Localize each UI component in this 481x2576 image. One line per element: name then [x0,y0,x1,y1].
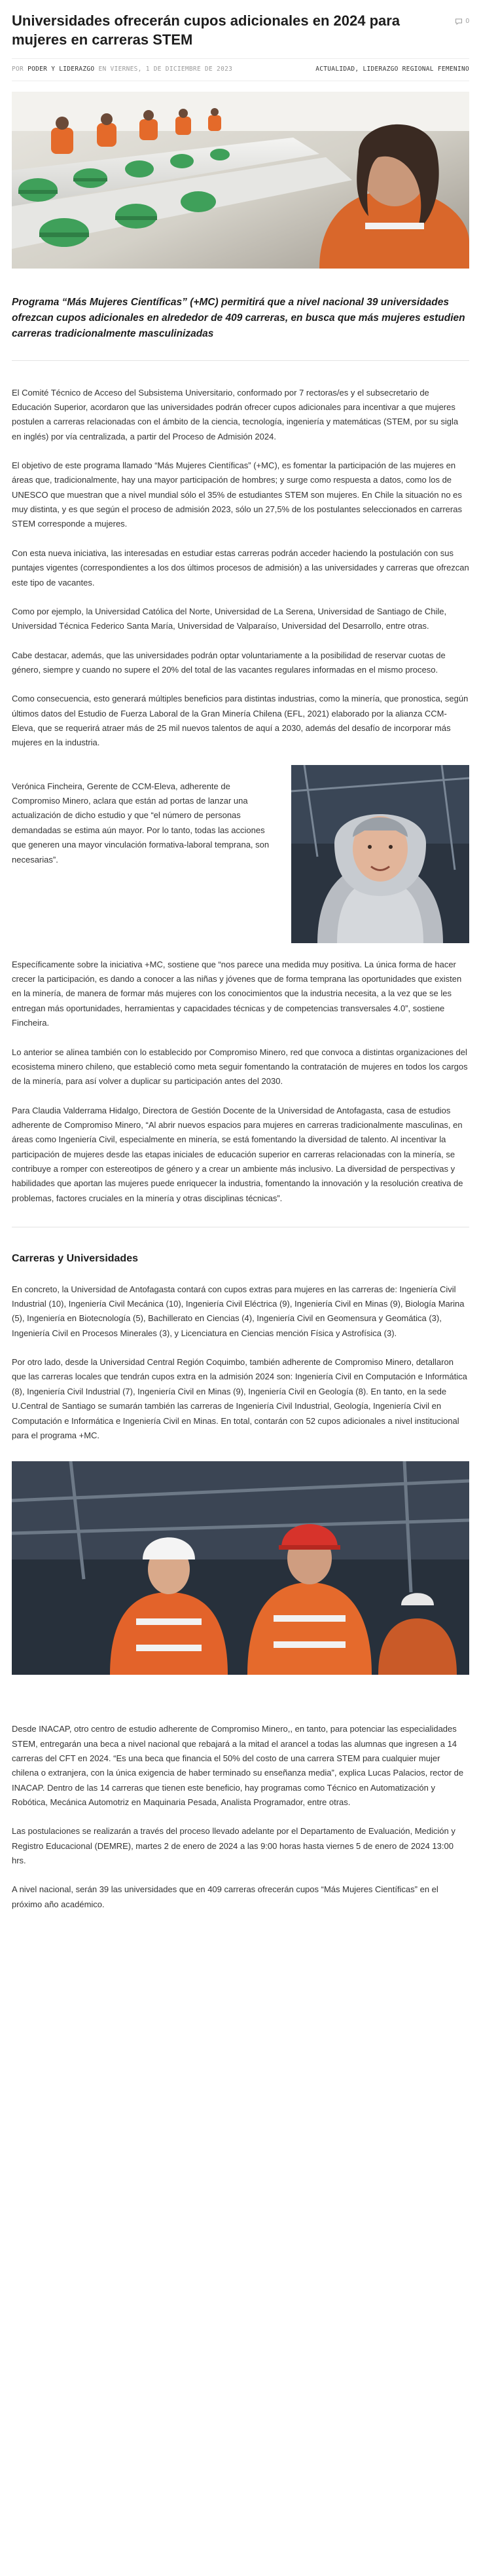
comment-icon [455,18,463,26]
section-paragraph-1: En concreto, la Universidad de Antofagasta contará con cupos extras para mujeres en las carreras de: Ingeniería Civil Industrial (10), Ingeniería Civil Mecánica (10), Ingeniería Civil Eléctrica (9), Ingeniería Civil en Minas (9), Biología Marina (5), Ingeniería en Biotecnología (5), Bachillerato en Ciencias (4), Ingeniería Civil en Geomensura y Geomática (3), Ingeniería Civil en Procesos Minerales (3), y Licenciatura en Ciencias mención Física y Astrofísica (3). [12,1284,465,1338]
article-title: Universidades ofrecerán cupos adicionales en 2024 para mujeres en carreras STEM [12,12,401,48]
paragraph-2: El objetivo de este programa llamado “Más Mujeres Científicas” (+MC), es fomentar la participación de las mujeres en áreas que, tradicionalmente, hay una mayor participación de hombres; y surge como respuesta a datos, como los de UNESCO que muestran que a nivel mundial sólo el 35% de estudiantes STEM son mujeres. En Chile la situación no es muy distinta, y es que según el proceso de admisión 2023, sólo un 27,5% de los postulantes seleccionados en carreras STEM corresponde a mujeres. [12,460,462,529]
paragraph-5: Cabe destacar, además, que las universidades podrán optar voluntariamente a la posibilidad de reservar cuotas de género, siempre y cuando no supere el 20% del total de las vacantes regulares informadas en el mismo proceso. [12,650,446,675]
byline [12,64,232,75]
lead-divider [12,360,469,361]
article-body [12,386,469,1913]
section-paragraph-5: A nivel nacional, serán 39 las universidades que en 409 carreras ofrecerán cupos “Más Mujeres Científicas” en el próximo año académico. [12,1884,438,1909]
article-header [12,12,469,49]
section-paragraph-4: Las postulaciones se realizarán a través del proceso llevado adelante por el Departamento de Evaluación, Medición y Registro Educacional (DEMRE), martes 2 de enero de 2024 a las 9:00 horas hasta viernes 5 de enero de 2024 13:00 hrs. [12,1826,455,1866]
comment-count: 0 [465,18,469,25]
section-paragraph-3: Desde INACAP, otro centro de estudio adherente de Compromiso Minero,, en tanto, para potenciar las especialidades STEM, entregarán una beca a nivel nacional que rebajará a la mitad el arancel a todas las alumnas que ingresen a 14 carreras del CFT en 2024. “Es una beca que financia el 50% del costo de una carrera STEM para cualquier mujer chilena o extranjera, con la única exigencia de haber terminado su enseñanza media”, explica Lucas Palacios, rector de INACAP. Dentro de las 14 carreras que tienen este beneficio, hay programas como Técnico en Automatización y Robótica, Mecánica Automotriz en Maquinaria Pesada, Analista Programador, entre otras. [12,1724,464,1808]
section-paragraph-2: Por otro lado, desde la Universidad Central Región Coquimbo, también adherente de Compromiso Minero, detallaron que las carreras locales que tendrán cupos extra en la admisión 2024 son: Ingeniería Civil en Computación e Informática (8), Ingeniería Civil Industrial (7), Ingeniería Civil en Minas (9), Ingeniería Civil en Geología (8). En tanto, en la sede U.Central de Santiago se sumarán también las carreras de Ingeniería Civil Industrial, Geología, Ingeniería Civil en Computación e Informática e Ingeniería Civil en Minas. En total, contarán con 52 cupos adicionales a nivel institucional para el programa +MC. [12,1357,467,1440]
category-links[interactable]: ACTUALIDAD, LIDERAZGO REGIONAL FEMENINO [315,65,469,73]
figure-block [12,765,469,943]
paragraph-4: Como por ejemplo, la Universidad Católica del Norte, Universidad de La Serena, Universidad de Santiago de Chile, Universidad Técnica Federico Santa María, Universidad de Valparaíso, Universidad del Desarrollo, entre otras. [12,606,447,631]
paragraph-8: Lo anterior se alinea también con lo establecido por Compromiso Minero, red que convoca a distintas organizaciones del ecosistema minero chileno, que estableció como meta seguir fomentando la contratación de mujeres en todos los cargos de la minería, para así volver a duplicar su participación antes del 2030. [12,1047,468,1087]
article-lead: Programa “Más Mujeres Científicas” (+MC) permitirá que a nivel nacional 39 universidades ofrezcan cupos adicionales en alrededor de 409 carreras, en busca que más mujeres estudien carreras tradicionalmente masculinizadas [12,296,465,339]
paragraph-1: El Comité Técnico de Acceso del Subsistema Universitario, conformado por 7 rectoras/es y el subsecretario de Educación Superior, acordaron que las universidades podrán ofrecer cupos adicionales para incentivar a que mujeres postulen a carreras relacionadas con el ámbito de la ciencia, tecnología, ingeniería y matemáticas (STEM, por su sigla en inglés) por vía centralizada, a partir del Proceso de Admisión 2024. [12,387,459,441]
workers-photo [12,1461,469,1675]
author-link[interactable]: PODER Y LIDERAZGO [27,65,95,73]
paragraph-9: Para Claudia Valderrama Hidalgo, Directora de Gestión Docente de la Universidad de Antofagasta, casa de estudios adherente de Compromiso Minero, “Al abrir nuevos espacios para mujeres en carreras tradicionalmente masculinas, en áreas como Ingeniería Civil, especialmente en minería, se está fomentando la diversidad de talento. Al incentivar la participación de mujeres desde las etapas iniciales de educación superior en carreras relacionadas con la minería, se contribuye a romper con estereotipos de género y a crear un ambiente más inclusivo. La diversidad de perspectivas y habilidades que aportan las mujeres puede enriquecer la industria, fomentando la innovación y la resolución creativa de problemas, factores cruciales en la minería y otras disciplinas técnicas”. [12,1105,463,1203]
hero-image [12,92,469,269]
section-title: Carreras y Universidades [12,1253,138,1265]
date-label: EN VIERNES, 1 DE DICIEMBRE DE 2023 [98,65,233,73]
categories[interactable] [315,64,469,75]
paragraph-3: Con esta nueva iniciativa, las interesadas en estudiar estas carreras podrán acceder haciendo la postulación con sus puntajes vigentes (correspondientes a los dos últimos procesos de admisión) a las universidades y carreras que ofrezcan este tipo de vacantes. [12,548,469,588]
miner-photo [291,765,469,943]
by-label: POR [12,65,24,73]
paragraph-7: Específicamente sobre la iniciativa +MC, sostiene que “nos parece una medida muy positiva. La única forma de hacer crecer la participación, es dando a conocer a las niñas y jóvenes que de forma temprana las oportunidades que existen en la minería, de manera de formar más mujeres con los conocimientos que la industria necesita, a la vez que se les entregan más oportunidades, herramientas y capacidades técnicas y de competencias transversales 4.0”, sostiene Fincheira. [12,959,462,1028]
paragraph-6: Como consecuencia, esto generará múltiples beneficios para distintas industrias, como la minería, que pronostica, según últimos datos del Estudio de Fuerza Laboral de la Gran Minería Chilena (EFL, 2021) elaborado por la alianza CCM-Eleva, que se requerirá atraer más de 25 mil nuevos talentos de aquí a 2030, además del desafío de incorporar más mujeres en la industria. [12,694,469,748]
comments-link[interactable] [455,12,469,27]
article-meta [12,58,469,81]
figure-paragraph: Verónica Fincheira, Gerente de CCM-Eleva, adherente de Compromiso Minero, aclara que están ad portas de lanzar una actualización de dicho estudio y que “el número de personas demandadas se estima aún mayor. Por lo tanto, todas las acciones que generen una mayor vinculación formativa-laboral temprana, son necesarias”. [12,781,270,865]
